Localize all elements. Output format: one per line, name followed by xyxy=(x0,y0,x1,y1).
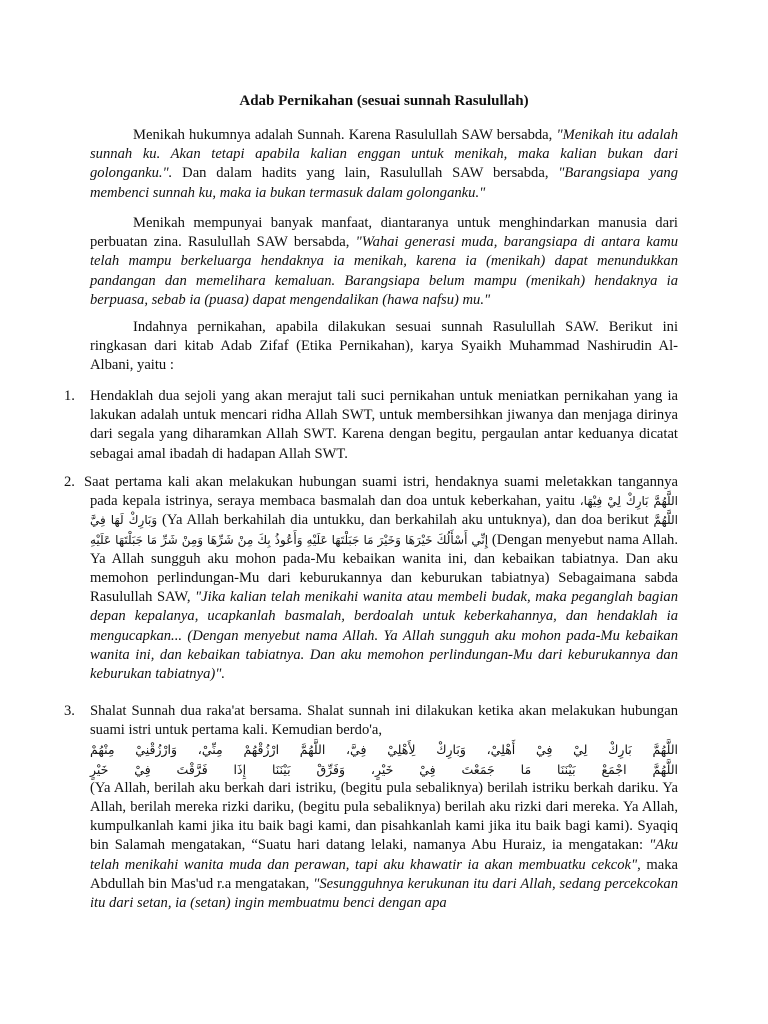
paragraph-2 xyxy=(90,214,678,310)
arabic-prayer-3-line-1: اللَّهُمَّ بَارِكْ لِيْ فِيْ أَهْلِيْ، وَبَارِكْ لِأَهْلِيْ فِيَّ، اللَّهُمَّ ارْزُقْهُمْ مِنِّيْ، وَارْزُقْنِيْ مِنْهُمْ xyxy=(90,742,678,758)
quote-abdullah-bin-masud: "Sesungguhnya kerukunan itu dari Allah, sedang percekcokan itu dari setan, ia (setan) ingin membuatmu benci dengan apa xyxy=(90,875,678,912)
list-item-3 xyxy=(90,702,678,913)
list-item-2-translation-2: (Dengan menyebut nama Allah. Ya Allah sungguh aku mohon pada-Mu kebaikan wanita ini, dan kebaikan tabiatnya. Dan aku memohon perlindungan-Mu dari keburukannya dan keburukan tabiatnya) Sebagaimana sabda Rasulullah SAW, xyxy=(90,531,678,606)
hadith-quote-1: "Menikah itu adalah sunnah ku. Akan tetapi apabila kalian enggan untuk menikah, maka kalian bukan dari golonganku.". xyxy=(90,127,678,182)
page-title: Adab Pernikahan (sesuai sunnah Rasulullah) xyxy=(239,93,529,109)
paragraph-1-text: Menikah hukumnya adalah Sunnah. Karena Rasulullah SAW bersabda, xyxy=(133,127,557,143)
list-number-1: 1. xyxy=(64,388,75,404)
paragraph-2-text: Menikah mempunyai banyak manfaat, diantaranya untuk menghindarkan manusia dari perbuatan zina. Rasulullah SAW bersabda, xyxy=(90,215,678,251)
list-number-2: 2. xyxy=(64,474,75,490)
quote-abu-huraiz: "Aku telah menikahi wanita muda dan perawan, tapi aku khawatir ia akan membuatku cekcok" xyxy=(90,837,678,873)
hadith-quote-3: "Wahai generasi muda, barangsiapa di antara kamu telah mampu berkeluarga hendaknya ia menikah, karena ia (menikah) dapat menundukkan pandangan dan memelihara kemaluan. Barangsiapa belum mampu (menikah) hendaknya ia berpuasa, sebab ia (puasa) dapat mengendalikan (hawa nafsu) mu." xyxy=(90,234,678,308)
paragraph-3-text: Indahnya pernikahan, apabila dilakukan sesuai sunnah Rasulullah SAW. Berikut ini ringkasan dari kitab Adab Zifaf (Etika Pernikahan), karya Syaikh Muhammad Nashirudin Al-Albani, yaitu : xyxy=(90,319,678,374)
list-item-2-translation-1: (Ya Allah berkahilah dia untukku, dan berkahilah aku untuknya), dan doa berikut xyxy=(157,512,654,529)
paragraph-1-text-2: Dan dalam hadits yang lain, Rasulullah SAW bersabda, xyxy=(172,165,559,182)
list-item-1 xyxy=(90,387,678,464)
list-item-3-text: Shalat Sunnah dua raka'at bersama. Shalat sunnah ini dilakukan ketika akan melakukan hubungan suami istri untuk pertama kali. Kemudian berdo'a, xyxy=(90,703,678,739)
hadith-quote-4: "Jika kalian telah menikahi wanita atau membeli budak, maka peganglah bagian depan kepalanya, ucapkanlah basmalah, berdoalah untuk keberkahannya, dan hendaklah ia mengucapkan... (Dengan menyebut nama Allah. Ya Allah sungguh aku mohon pada-Mu kebaikan wanita ini, dan kebaikan tabiatnya. Dan aku memohon perlindungan-Mu dari keburukannya dan keburukan tabiatnya)". xyxy=(90,589,678,683)
arabic-prayer-2: اللَّهُمَّ إِنِّي أَسْأَلُكَ خَيْرَهَا وَخَيْرَ مَا جَبَلْتَهَا عَلَيْهِ وَأَعُوذُ بِكَ مِنْ شَرِّهَا وَمِنْ شَرِّ مَا جَبَلْتَهَا عَلَيْهِ xyxy=(90,513,679,547)
paragraph-1 xyxy=(90,126,678,203)
hadith-quote-2: "Barangsiapa yang membenci sunnah ku, maka ia bukan termasuk dalam golonganku." xyxy=(90,165,678,201)
paragraph-3 xyxy=(90,318,678,376)
list-item-3-text-2: , maka Abdullah bin Mas'ud r.a mengatakan, xyxy=(90,856,678,892)
list-item-1-text: Hendaklah dua sejoli yang akan merajut tali suci pernikahan untuk meniatkan pernikahan yang ia lakukan adalah untuk mencari ridha Allah SWT, untuk membersihkan jiwanya dan menjaga dirinya dari segala yang diharamkan Allah SWT. Karena dengan begitu, pergaulan antar keduanya dicatat sebagai amal ibadah di hadapan Allah SWT. xyxy=(90,388,678,462)
arabic-prayer-3-line-2: اللَّهُمَّ اجْمَعْ بَيْنَنَا مَا جَمَعْتَ فِيْ خَيْرٍ، وَفَرِّقْ بَيْنَنَا إِذَا فَرَّقْتَ فِيْ خَيْرٍ xyxy=(90,761,678,777)
list-number-3: 3. xyxy=(64,703,75,719)
arabic-prayer-1: اللَّهُمَّ بَارِكْ لِيْ فِيْهَا، وَبَارِكْ لَهَا فِيَّ xyxy=(90,494,678,528)
list-item-2 xyxy=(84,473,679,684)
list-item-2-text: Saat pertama kali akan melakukan hubungan suami istri, hendaknya suami meletakkan tangannya pada kepala istrinya, seraya membaca basmalah dan doa untuk keberkahan, yaitu xyxy=(84,474,678,510)
list-item-3-translation: (Ya Allah, berilah aku berkah dari istriku, (begitu pula sebaliknya) berilah istriku berkah dariku. Ya Allah, berilah mereka rizki dariku, (begitu pula sebaliknya) berilah aku rizki dari mereka. Ya Allah, kumpulkanlah kami jika itu baik bagi kami, dan pisahkanlah kami jika itu baik bagi kami). Syaqiq bin Salamah mengatakan, “Suatu hari datang lelaki, namanya Abu Huraiz, ia mengatakan: xyxy=(90,779,678,854)
